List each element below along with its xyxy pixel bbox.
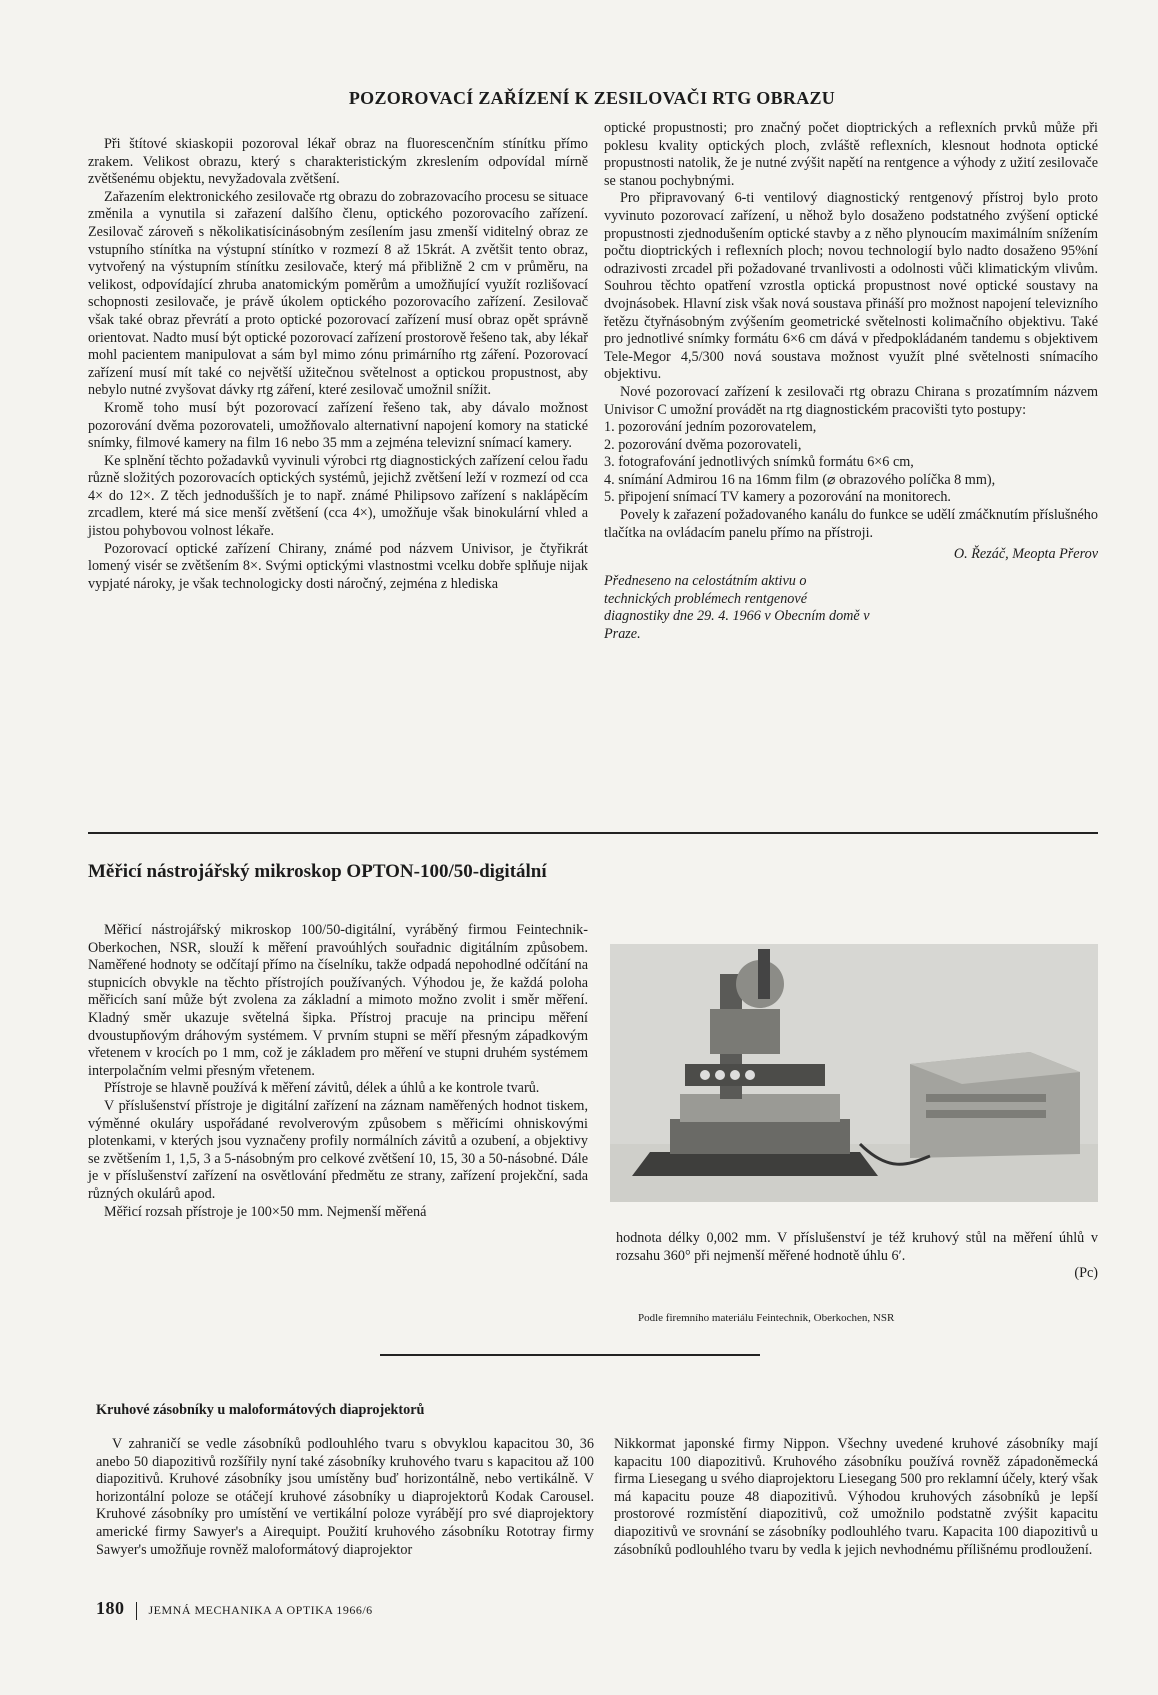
article1-right-column: [604, 120, 1098, 644]
article1-right-paragraph: Nové pozorovací zařízení k zesilovači rtg obrazu Chirana s prozatímním názvem Univisor C umožní provádět na rtg diagnostickém pracovišti tyto postupy:: [604, 383, 1098, 418]
footer-separator: [136, 1602, 137, 1620]
article1-title: POZOROVACÍ ZAŘÍZENÍ K ZESILOVAČI RTG OBRAZU: [348, 88, 836, 108]
microscope-photo: [610, 944, 1098, 1202]
article2-continuation-block: [616, 1230, 1098, 1283]
article2-continuation: [616, 1230, 1098, 1265]
article3-left-column: [96, 1436, 594, 1559]
article2-continuation-text: hodnota délky 0,002 mm. V příslušenství je též kruhový stůl na měření úhlů v rozsahu 360° při nejmenší měřené hodnotě úhlu 6′.: [616, 1230, 1098, 1264]
article2-author-tag: (Pc): [1074, 1265, 1098, 1282]
journal-name: JEMNÁ MECHANIKA A OPTIKA 1966/6: [148, 1603, 373, 1617]
article3-title: Kruhové zásobníky u maloformátových diaprojektorů: [96, 1402, 425, 1418]
article1-right-paragraph: optické propustnosti; pro značný počet dioptrických a reflexních prvků může při poklesu kvality optických ploch, zvláště reflexních, klesnout hodnota optické propustnosti natolik, že je nutné zvýšit napětí na rentgence a výhody z užití zesilovače se stanou pochybnými.: [604, 120, 1098, 189]
article2-paragraph: Přístroje se hlavně používá k měření závitů, délek a úhlů a ke kontrole tvarů.: [104, 1080, 540, 1097]
article2-paragraph: Měřicí nástrojářský mikroskop 100/50-digitální, vyráběný firmou Feintechnik-Oberkochen, NSR, slouží k měření pravoúhlých souřadnic digitálním způsobem. Naměřené hodnoty se odčítají přímo na číselníku, takže odpadá nepohodlné odčítání na stupnicích obvykle na těchto přístrojích používaných. Výhodou je, že každá poloha měřicích saní může být zvolena za základní a mimoto možno zvolit i směr měření. Kladný směr ukazuje světelná šipka. Přístroj pracuje na principu měření dvoustupňovým dráhovým systémem. V prvním stupni se měří přesným západkovým vřetenem v krocích po 1 mm, což je základem pro měření ve stupni druhém systémem interpolačním velmi přesným vřetenem.: [88, 922, 588, 1079]
article2-source: Podle firemního materiálu Feintechnik, Oberkochen, NSR: [638, 1312, 895, 1324]
article2-paragraph: V příslušenství přístroje je digitální zařízení na záznam naměřených hodnot tiskem, výměnné okuláry uspořádané revolverovým způsobem s měřicími ohniskovými plotenkami, v kterých jsou vyznačeny profily normálních závitů a ozubení, a objektivy se zvětšením 1, 1,5, 3 a 5-násobným pro celkové zvětšení 10, 15, 30 a 50-násobné. Dále je v příslušenství zařízení na osvětlování předmětu ze strany, zařízení projekční, sada různých okulárů apod.: [88, 1097, 588, 1202]
section-divider: [88, 832, 1098, 834]
article2-title: Měřicí nástrojářský mikroskop OPTON-100/50-digitální: [88, 861, 547, 882]
article3-left-text: V zahraničí se vedle zásobníků podlouhlého tvaru s obvyklou kapacitou 30, 36 anebo 50 diapozitivů rozšířily nyní také zásobníky kruhového tvaru s kapacitou až 100 diapozitivů. Kruhové zásobníky jsou umístěny buď horizontálně, nebo vertikálně. V horizontální poloze se otáčejí kruhové zásobníky u diaprojektorů Kodak Carousel. Kruhové zásobníky pro umístění ve vertikální poloze vyrábějí pro své diaprojektory americké firmy Sawyer's a Airequipt. Použití kruhového zásobníku Rototray firmy Sawyer's umožňuje rovněž maloformátový diaprojektor: [96, 1436, 594, 1558]
list-item: 5. připojení snímací TV kamery a pozorování na monitorech.: [604, 489, 951, 506]
list-item: 1. pozorování jedním pozorovatelem,: [604, 419, 817, 436]
article2-text-column: [88, 922, 588, 1221]
page-number: 180: [96, 1598, 125, 1618]
article3-right-column: [614, 1436, 1098, 1559]
article1-left-paragraph: Při štítové skiaskopii pozoroval lékař obraz na fluorescenčním stínítku přímo zrakem. Velikost obrazu, který s charakteristickým zkreslením odpovídal mírně zvětšenému objektu, nevyžadovala zvětšení.: [88, 136, 588, 188]
article2-paragraph: Měřicí rozsah přístroje je 100×50 mm. Nejmenší měřená: [104, 1203, 427, 1220]
article1-closing-paragraph: Povely k zařazení požadovaného kanálu do funkce se udělí zmáčknutím příslušného tlačítka na ovládacím panelu přímo na přístroji.: [604, 507, 1098, 541]
page-footer: [96, 1598, 696, 1620]
article1-left-paragraph: Pozorovací optické zařízení Chirany, známé pod názvem Univisor, je čtyřikrát lomený visér se zvětšením 8×. Svými optickými vlastnostmi vcelku dobře splňuje nijak vypjaté nároky, je však technologicky dosti náročný, zejména z hlediska: [88, 540, 588, 592]
article1-right-paragraph: Pro připravovaný 6-ti ventilový diagnostický rentgenový přístroj bylo proto vyvinuto pozorovací zařízení, u něhož bylo dosaženo podstatného zvýšení optické propustnosti zjednodušením optické stavby a z něho plynoucím maximálním snížením počtu dioptrických i reflexních ploch; novou technologií bylo nadto dosaženo 95%ní odrazivosti zrcadel při požadované trvanlivosti a odolnosti vůči klimatickým vlivům. Souhrou těchto opatření vzrostla optická propustnost nové optické soustavy na dvojnásobek. Hlavní zisk však nová soustava přináší pro možnost napojení televizního řetězu čtyřnásobným zvýšením geometrické světelnosti kolimačního objektivu. Také pro jednotlivé snímky formátu 6×6 cm dává v předpokládaném tandemu s objektivem Tele-Megor 4,5/300 nová soustava možnost využít plné světelnosti snímacího objektivu.: [604, 190, 1098, 383]
list-item: 4. snímání Admirou 16 na 16mm film (⌀ obrazového políčka 8 mm),: [604, 471, 996, 488]
microscope-illustration: [610, 944, 1098, 1202]
article1-left-paragraph: Ke splnění těchto požadavků vyvinuli výrobci rtg diagnostických zařízení celou řadu různě složitých pozorovacích optických systémů, jejichž zvětšení leží v rozmezí od cca 4× do 12×. Z těch jednodušších je to např. známé Philipsovo zařízení s naklápěcím zrcadlem, které má sice menší zvětšení (cca 4×), umožňuje však binokulární vhled a jistou pohybovou volnost lékaře.: [88, 452, 588, 540]
article1-left-paragraph: Zařazením elektronického zesilovače rtg obrazu do zobrazovacího procesu se situace změnila a vynutila si zařazení dalšího členu, optického pozorovacího zařízení. Zesilovač zároveň s několikatisícinásobným zesílením jasu zmenší viditelný obraz ze vstupního stínítka na výstupní stínítko v rozmezí 8 až 15krát. A zvětšit tento obraz, vytvořený na výstupním stínítku zesilovače, který má přibližně 2 cm v průměru, na velikost, odpovídající zhruba anatomickým poměrům a umožňující využít rozlišovací schopnosti zesilovače, je právě úkolem optického pozorovacího zařízení. Zesilovač však také obraz převrátí a proto optické pozorovací zařízení musí obraz opět správně orientovat. Nadto musí být optické pozorovací zařízení prostorově řešeno tak, aby lékař mohl pacientem manipulovat a sám byl mimo zónu primárního rtg záření. Pozorovací zařízení musí mít také co největší užitečnou světelnost a optickou propustnost, aby nebylo nutné zvyšovat dávky rtg záření, které zesilovač umožnil snížit.: [88, 188, 588, 399]
list-item: 3. fotografování jednotlivých snímků formátu 6×6 cm,: [604, 454, 914, 471]
author-signature: O. Řezáč, Meopta Přerov: [953, 546, 1098, 563]
list-item: 2. pozorování dvěma pozorovateli,: [604, 436, 802, 453]
article1-left-column: [88, 136, 588, 593]
section-divider-short: [380, 1354, 760, 1356]
procedure-list: [604, 419, 1098, 507]
article3-right-text: Nikkormat japonské firmy Nippon. Všechny uvedené kruhové zásobníky mají kapacitu 100 diapozitivů. Kruhového zásobníku používá rovněž západoněmecká firma Liesegang u svého diaprojektoru Liesegang 500 pro reklamní účely, který však má kapacitu pouze 48 diapozitivů. Výhodou kruhových zásobníků je lepší prostorové rozmístění diapozitivů, což umožnilo podstatně zvýšit kapacitu diapozitivů ve srovnání se zásobníky podlouhlého tvaru. Kapacita 100 diapozitivů u zásobníků podlouhlého tvaru by vedla k jejich nevhodnému přílišnému prodloužení.: [614, 1436, 1098, 1558]
article1-left-paragraph: Kromě toho musí být pozorovací zařízení řešeno tak, aby dávalo možnost pozorování dvěma pozorovateli, umožňovalo alternativní napojení komory na statické snímky, filmové kamery na film 16 nebo 35 mm a zejména televizní snímací kamery.: [88, 399, 588, 452]
presentation-note: Předneseno na celostátním aktivu o technických problémech rentgenové diagnostiky dne 29. 4. 1966 v Obecním domě v Praze.: [604, 573, 870, 643]
